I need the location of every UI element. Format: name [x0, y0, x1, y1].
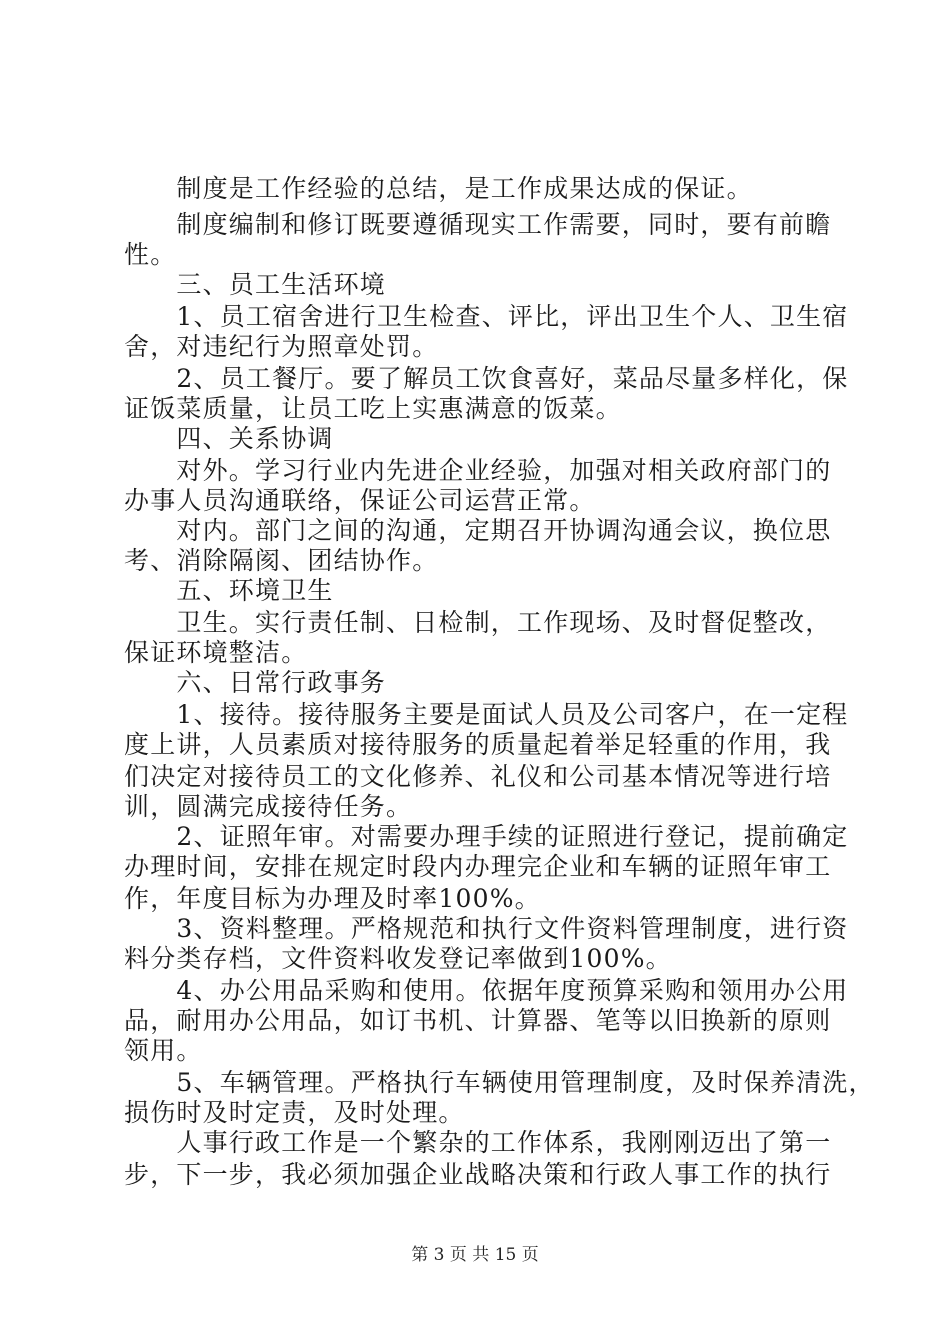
text-line: 2、员工餐厅。要了解员工饮食喜好，菜品尽量多样化，保 [124, 364, 849, 393]
text-line: 对内。部门之间的沟通，定期召开协调沟通会议，换位思 [124, 516, 832, 545]
text-line: 1、员工宿舍进行卫生检查、评比，评出卫生个人、卫生宿 [124, 302, 849, 331]
text-line: 作，年度目标为办理及时率100%。 [124, 884, 541, 913]
text-line: 办理时间，安排在规定时段内办理完企业和车辆的证照年审工 [124, 852, 832, 881]
text-line: 证饭菜质量，让员工吃上实惠满意的饭菜。 [124, 394, 622, 423]
page-number-footer: 第 3 页 共 15 页 [411, 1245, 539, 1265]
text-line: 5、车辆管理。严格执行车辆使用管理制度，及时保养清洗， [124, 1068, 875, 1097]
section-heading: 六、日常行政事务 [124, 668, 387, 697]
text-line: 度上讲，人员素质对接待服务的质量起着举足轻重的作用，我 [124, 730, 832, 759]
text-line: 损伤时及时定责，及时处理。 [124, 1098, 465, 1127]
text-line: 制度编制和修订既要遵循现实工作需要，同时，要有前瞻 [124, 210, 832, 239]
text-line: 4、办公用品采购和使用。依据年度预算采购和领用办公用 [124, 976, 849, 1005]
text-line: 办事人员沟通联络，保证公司运营正常。 [124, 486, 596, 515]
text-line: 性。 [124, 240, 177, 269]
text-line: 们决定对接待员工的文化修养、礼仪和公司基本情况等进行培 [124, 762, 832, 791]
section-heading: 五、环境卫生 [124, 576, 334, 605]
section-heading: 三、员工生活环境 [124, 270, 387, 299]
text-line: 3、资料整理。严格规范和执行文件资料管理制度，进行资 [124, 914, 849, 943]
text-line: 对外。学习行业内先进企业经验，加强对相关政府部门的 [124, 456, 832, 485]
text-line: 卫生。实行责任制、日检制，工作现场、及时督促整改， [124, 608, 832, 637]
text-line: 2、证照年审。对需要办理手续的证照进行登记，提前确定 [124, 822, 849, 851]
text-line: 人事行政工作是一个繁杂的工作体系，我刚刚迈出了第一 [124, 1128, 832, 1157]
text-line: 料分类存档，文件资料收发登记率做到100%。 [124, 944, 672, 973]
section-heading: 四、关系协调 [124, 424, 334, 453]
text-line: 制度是工作经验的总结，是工作成果达成的保证。 [124, 174, 753, 203]
text-line: 训，圆满完成接待任务。 [124, 792, 413, 821]
text-line: 舍，对违纪行为照章处罚。 [124, 332, 439, 361]
text-line: 保证环境整洁。 [124, 638, 308, 667]
text-line: 领用。 [124, 1036, 203, 1065]
text-line: 品，耐用办公用品，如订书机、计算器、笔等以旧换新的原则 [124, 1006, 832, 1035]
text-line: 步，下一步，我必须加强企业战略决策和行政人事工作的执行 [124, 1160, 832, 1189]
text-line: 1、接待。接待服务主要是面试人员及公司客户，在一定程 [124, 700, 849, 729]
text-line: 考、消除隔阂、团结协作。 [124, 546, 439, 575]
